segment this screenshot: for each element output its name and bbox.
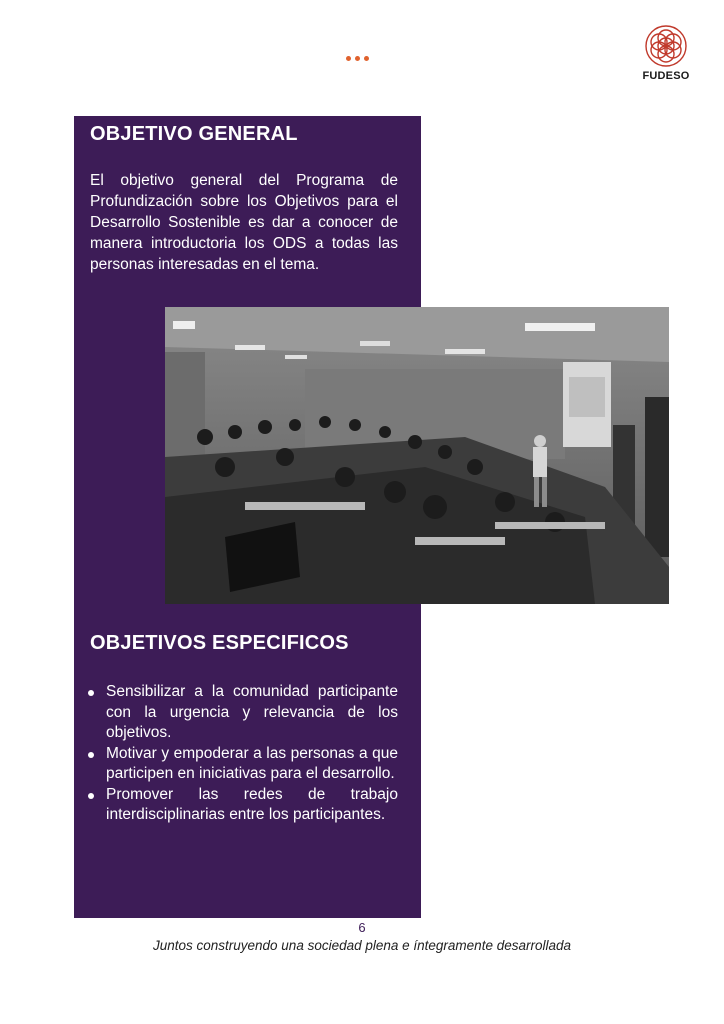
list-item-text: Promover las redes de trabajo interdisciplinarias entre los participantes. bbox=[106, 785, 398, 823]
list-item-text: Sensibilizar a la comunidad participante con la urgencia y relevancia de los objetivos. bbox=[106, 683, 398, 741]
dot bbox=[346, 56, 351, 61]
fudeso-logo bbox=[640, 24, 692, 94]
objetivos-especificos-list bbox=[86, 682, 398, 826]
footer-tagline: Juntos construyendo una sociedad plena e íntegramente desarrollada bbox=[152, 938, 572, 953]
decorative-dots bbox=[346, 56, 369, 61]
classroom-photo bbox=[165, 307, 669, 604]
list-item bbox=[86, 682, 398, 744]
bullet-icon bbox=[88, 793, 94, 799]
list-item bbox=[86, 785, 398, 826]
objetivo-general-heading: OBJETIVO GENERAL bbox=[90, 123, 298, 145]
logo-text: FUDESO bbox=[642, 70, 690, 82]
flower-of-life-icon bbox=[644, 24, 688, 68]
bullet-icon bbox=[88, 690, 94, 696]
objetivo-general-text: El objetivo general del Programa de Profundización sobre los Objetivos para el Desarrollo Sostenible es dar a conocer de manera introductoria los ODS a todas las personas interesadas en el tema. bbox=[90, 172, 398, 273]
dot bbox=[364, 56, 369, 61]
dot bbox=[355, 56, 360, 61]
list-item-text: Motivar y empoderar a las personas a que participen en iniciativas para el desarrollo. bbox=[106, 744, 398, 782]
bullet-icon bbox=[88, 752, 94, 758]
page-number: 6 bbox=[358, 920, 366, 935]
objetivos-especificos-heading: OBJETIVOS ESPECIFICOS bbox=[90, 632, 349, 654]
list-item bbox=[86, 744, 398, 785]
